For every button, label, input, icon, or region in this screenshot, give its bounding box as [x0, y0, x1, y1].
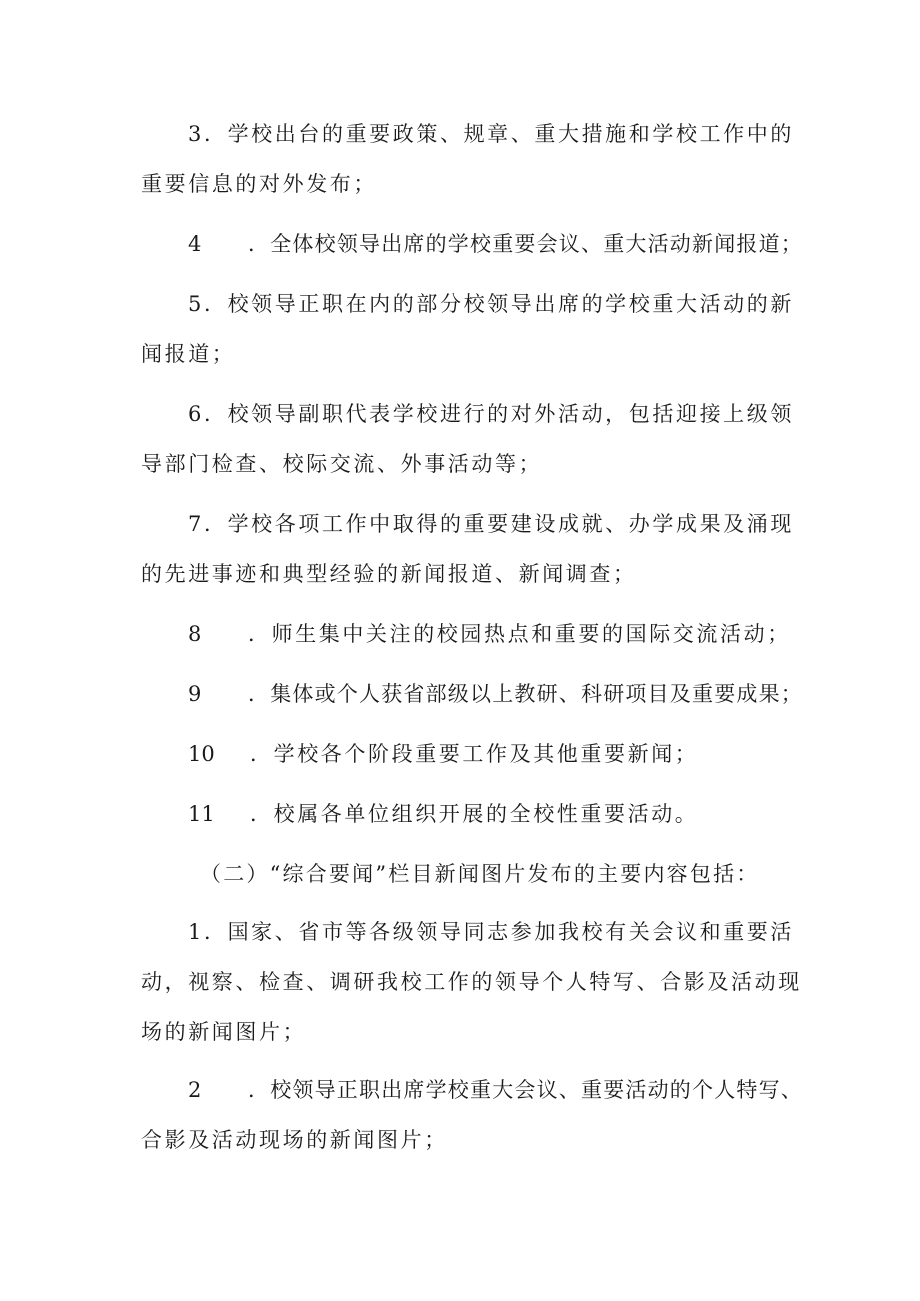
list-item-3-line-2 — [141, 170, 377, 198]
list-item-number: 7 — [188, 512, 204, 536]
list-item-number: 3 — [188, 122, 204, 146]
sub-item-2-line-2 — [141, 1126, 448, 1154]
list-item-text: ．师生集中关注的校园热点和重要的国际交流活动； — [248, 622, 791, 646]
list-item-6-line-2 — [141, 450, 542, 478]
list-item-5-line-2 — [141, 340, 235, 368]
list-item-text: ．全体校领导出席的学校重要会议、重大活动新闻报道； — [248, 232, 803, 256]
section-heading: （二）“综合要闻”栏目新闻图片发布的主要内容包括： — [200, 862, 760, 886]
list-item-text: 合影及活动现场的新闻图片； — [141, 1128, 448, 1152]
list-item-number: 8 — [188, 622, 204, 646]
list-item-8-line-1 — [188, 620, 791, 648]
list-item-text: 的先进事迹和典型经验的新闻报道、新闻调查； — [141, 562, 637, 586]
list-item-text: 重要信息的对外发布； — [141, 172, 377, 196]
list-item-number: 2 — [188, 1078, 203, 1102]
list-item-number: 1 — [188, 920, 204, 944]
list-item-number: 5 — [188, 292, 204, 316]
list-item-3-line-1 — [188, 120, 794, 148]
list-item-text: ．学校各项工作中取得的重要建设成就、办学成果及涌现 — [203, 512, 794, 536]
sub-item-1-line-1 — [188, 918, 794, 946]
list-item-text: 闻报道； — [141, 342, 236, 366]
sub-item-1-line-3 — [141, 1018, 306, 1046]
list-item-number: 6 — [188, 402, 204, 426]
list-item-6-line-1 — [188, 400, 794, 428]
list-item-7-line-1 — [188, 510, 794, 538]
list-item-10-line-1 — [188, 740, 698, 768]
list-item-text: ．校属各单位组织开展的全校性重要活动。 — [250, 802, 699, 826]
list-item-number: 9 — [188, 682, 203, 706]
list-item-text: ．校领导正职在内的部分校领导出席的学校重大活动的新 — [203, 292, 794, 316]
list-item-text: ．校领导正职出席学校重大会议、重要活动的个人特写、 — [248, 1078, 803, 1102]
list-item-number: 4 — [188, 232, 203, 256]
list-item-4-line-1 — [188, 230, 803, 258]
list-item-5-line-1 — [188, 290, 794, 318]
list-item-text: ．学校出台的重要政策、规章、重大措施和学校工作中的 — [203, 122, 794, 146]
sub-item-2-line-1 — [188, 1076, 803, 1104]
list-item-number: 11 — [188, 802, 215, 826]
list-item-text: 场的新闻图片； — [141, 1020, 307, 1044]
list-item-text: ．国家、省市等各级领导同志参加我校有关会议和重要活 — [203, 920, 794, 944]
list-item-number: 10 — [188, 742, 215, 766]
list-item-text: ．校领导副职代表学校进行的对外活动，包括迎接上级领 — [203, 402, 794, 426]
list-item-text: 动，视察、检查、调研我校工作的领导个人特写、合影及活动现 — [141, 970, 802, 994]
list-item-9-line-1 — [188, 680, 803, 708]
list-item-text: 导部门检查、校际交流、外事活动等； — [141, 452, 543, 476]
list-item-7-line-2 — [141, 560, 637, 588]
list-item-text: ．学校各个阶段重要工作及其他重要新闻； — [250, 742, 699, 766]
list-item-11-line-1 — [188, 800, 698, 828]
list-item-text: ．集体或个人获省部级以上教研、科研项目及重要成果； — [248, 682, 803, 706]
sub-item-1-line-2 — [141, 968, 802, 996]
